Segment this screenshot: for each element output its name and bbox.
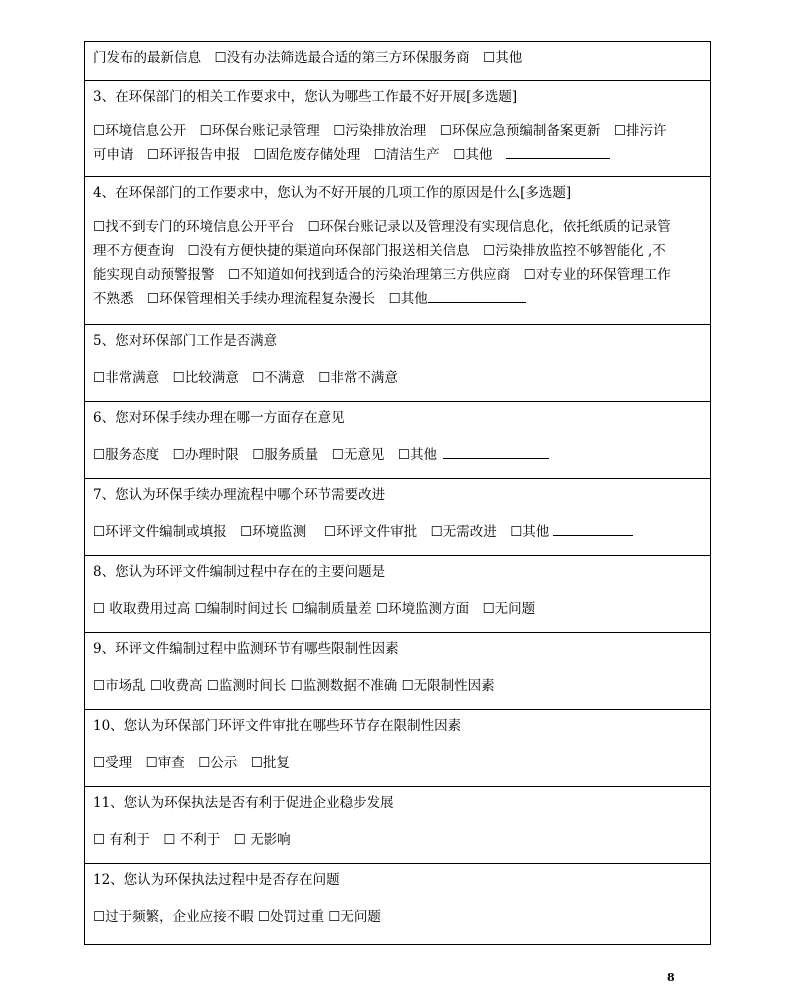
q3-title: 3、在环保部门的相关工作要求中，您认为哪些工作最不好开展[多选题] bbox=[93, 89, 518, 105]
q3-options-line2[interactable]: 可申请 ☐环评报告申报 ☐固危废存储处理 ☐清洁生产 ☐其他 bbox=[93, 145, 704, 165]
q5-title: 5、您对环保部门工作是否满意 bbox=[93, 333, 278, 349]
q8-options[interactable]: ☐ 收取费用过高 ☐编制时间过长 ☐编制质量差 ☐环境监测方面 ☐无问题 bbox=[93, 601, 536, 617]
q4-options-line3[interactable]: 能实现自动预警报警 ☐不知道如何找到适合的污染治理第三方供应商 ☐对专业的环保管理工作 bbox=[93, 267, 671, 283]
continuation-line: 门发布的最新信息 ☐没有办法筛选最合适的第三方环保服务商 ☐其他 bbox=[93, 50, 523, 66]
row-q9 bbox=[85, 633, 710, 710]
q6-options[interactable]: ☐服务态度 ☐办理时限 ☐服务质量 ☐无意见 ☐其他 bbox=[93, 445, 704, 465]
q7-other-blank[interactable] bbox=[553, 523, 633, 536]
row-q3 bbox=[85, 81, 710, 177]
row-q8 bbox=[85, 556, 710, 633]
row-q7 bbox=[85, 479, 710, 556]
q6-other-blank[interactable] bbox=[443, 446, 549, 459]
q4-other-blank[interactable] bbox=[428, 290, 526, 303]
row-q10 bbox=[85, 710, 710, 787]
q3-options-line1[interactable]: ☐环境信息公开 ☐环保台账记录管理 ☐污染排放治理 ☐环保应急预编制备案更新 ☐排污许 bbox=[93, 123, 667, 139]
q6-title: 6、您对环保手续办理在哪一方面存在意见 bbox=[93, 410, 345, 426]
q3-other-blank[interactable] bbox=[506, 146, 610, 159]
q9-title: 9、环评文件编制过程中监测环节有哪些限制性因素 bbox=[93, 641, 399, 657]
q7-title: 7、您认为环保手续办理流程中哪个环节需要改进 bbox=[93, 487, 386, 503]
q4-options-line4[interactable]: 不熟悉 ☐环保管理相关手续办理流程复杂漫长 ☐其他 bbox=[93, 289, 704, 309]
row-q6 bbox=[85, 402, 710, 479]
q4-title: 4、在环保部门的工作要求中，您认为不好开展的几项工作的原因是什么[多选题] bbox=[93, 185, 572, 201]
q10-options[interactable]: ☐受理 ☐审查 ☐公示 ☐批复 bbox=[93, 755, 290, 771]
row-continuation bbox=[85, 42, 710, 81]
q8-title: 8、您认为环评文件编制过程中存在的主要问题是 bbox=[93, 564, 386, 580]
q11-title: 11、您认为环保执法是否有利于促进企业稳步发展 bbox=[93, 795, 394, 811]
questionnaire-table bbox=[84, 41, 711, 945]
q4-options-line2[interactable]: 理不方便查询 ☐没有方便快捷的渠道向环保部门报送相关信息 ☐污染排放监控不够智能化 ,不 bbox=[93, 243, 666, 259]
q12-title: 12、您认为环保执法过程中是否存在问题 bbox=[93, 872, 340, 888]
q7-options[interactable]: ☐环评文件编制或填报 ☐环境监测 ☐环评文件审批 ☐无需改进 ☐其他 bbox=[93, 522, 704, 542]
q4-options-line1[interactable]: ☐找不到专门的环境信息公开平台 ☐环保台账记录以及管理没有实现信息化，依托纸质的记录管 bbox=[93, 219, 671, 235]
page-number: 8 bbox=[667, 971, 675, 984]
q5-options[interactable]: ☐非常满意 ☐比较满意 ☐不满意 ☐非常不满意 bbox=[93, 370, 398, 386]
q11-options[interactable]: ☐ 有利于 ☐ 不利于 ☐ 无影响 bbox=[93, 832, 291, 848]
q10-title: 10、您认为环保部门环评文件审批在哪些环节存在限制性因素 bbox=[93, 718, 462, 734]
row-q4 bbox=[85, 177, 710, 325]
row-q12 bbox=[85, 864, 710, 944]
row-q11 bbox=[85, 787, 710, 864]
row-q5 bbox=[85, 325, 710, 402]
q12-options[interactable]: ☐过于频繁，企业应接不暇 ☐处罚过重 ☐无问题 bbox=[93, 909, 381, 925]
q9-options[interactable]: ☐市场乱 ☐收费高 ☐监测时间长 ☐监测数据不准确 ☐无限制性因素 bbox=[93, 678, 495, 694]
